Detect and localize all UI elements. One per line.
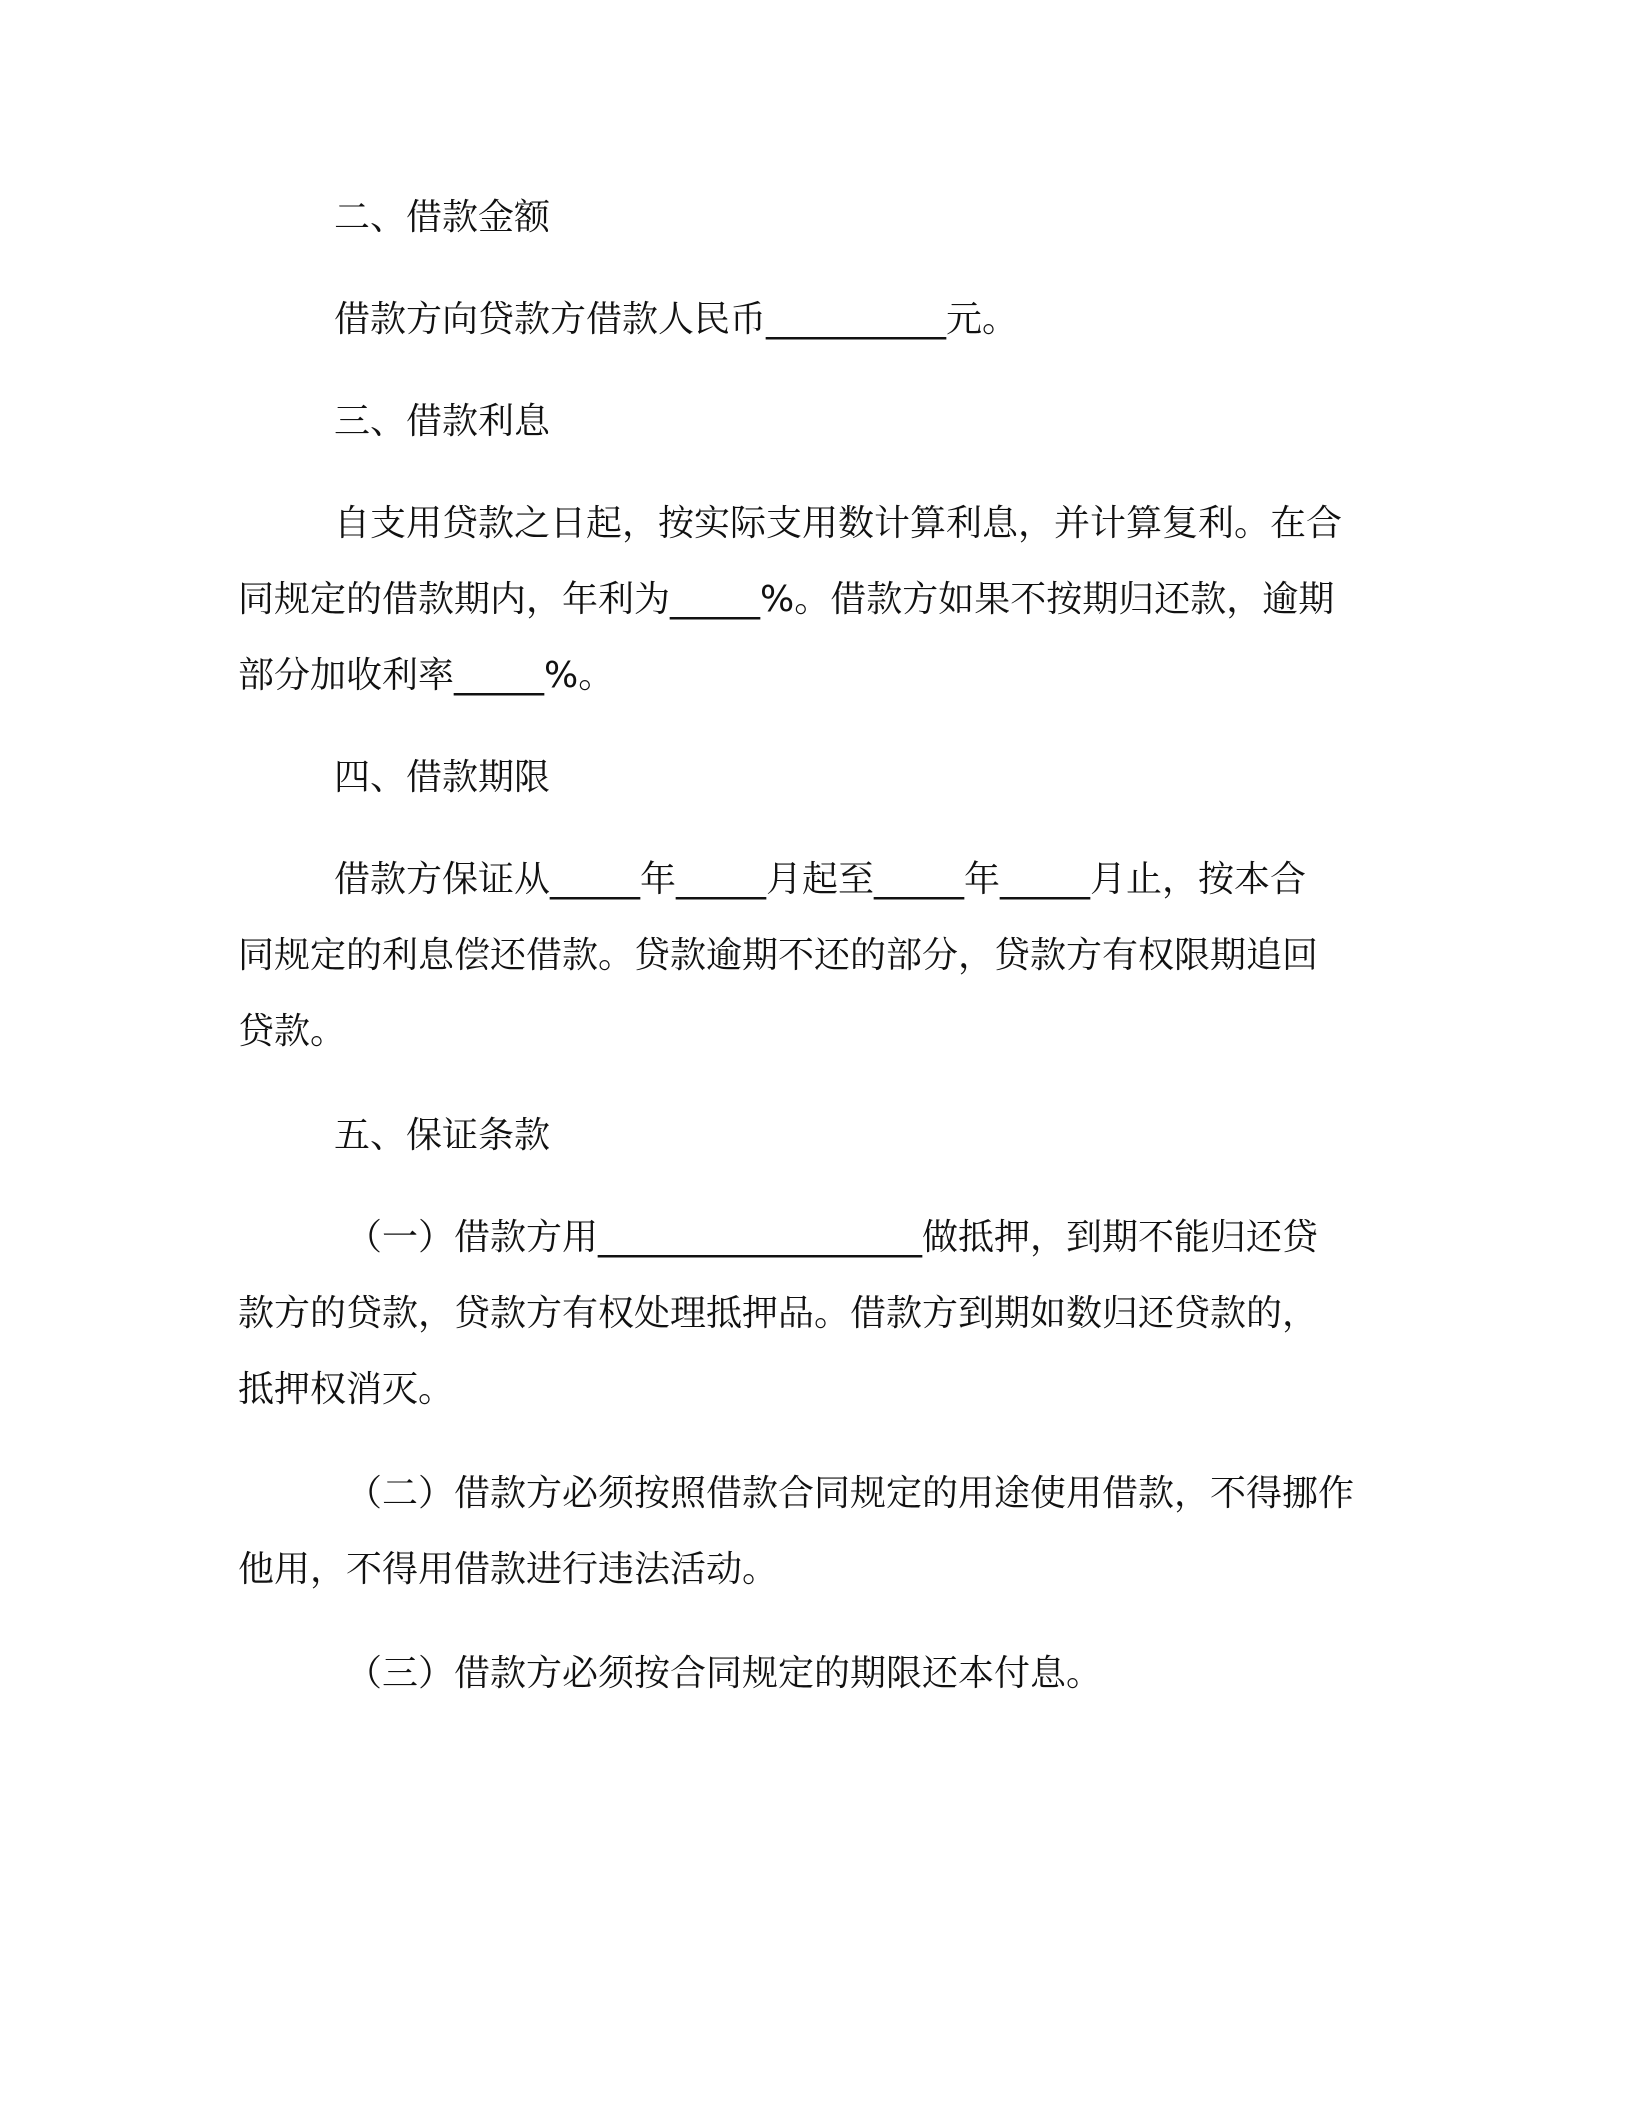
- guarantee-item-2-line: （二）借款方必须按照借款合同规定的用途使用借款，不得挪作: [346, 1473, 1355, 1514]
- term-paragraph-line: 借款方保证从_____年_____月起至_____年_____月止，按本合: [334, 859, 1307, 900]
- section-heading-loan-amount: 二、借款金额: [334, 197, 551, 238]
- section-heading-loan-interest: 三、借款利息: [334, 401, 551, 442]
- loan-amount-paragraph-line: 借款方向贷款方借款人民币__________元。: [334, 299, 1019, 340]
- term-paragraph-line: 贷款。: [238, 1011, 347, 1052]
- guarantee-item-1-line: 抵押权消灭。: [238, 1369, 455, 1410]
- section-heading-guarantee-terms: 五、保证条款: [334, 1115, 551, 1156]
- guarantee-item-1-line: 款方的贷款，贷款方有权处理抵押品。借款方到期如数归还贷款的，: [238, 1293, 1319, 1334]
- interest-paragraph-line: 部分加收利率_____%。: [238, 655, 615, 696]
- term-paragraph-line: 同规定的利息偿还借款。贷款逾期不还的部分，贷款方有权限期追回: [238, 935, 1319, 976]
- interest-paragraph-line: 自支用贷款之日起，按实际支用数计算利息，并计算复利。在合: [334, 503, 1343, 544]
- guarantee-item-1-line: （一）借款方用__________________做抵押，到期不能归还贷: [346, 1217, 1319, 1258]
- section-heading-loan-term: 四、借款期限: [334, 757, 551, 798]
- guarantee-item-2-line: 他用，不得用借款进行违法活动。: [238, 1549, 779, 1590]
- interest-paragraph-line: 同规定的借款期内，年利为_____%。借款方如果不按期归还款，逾期: [238, 579, 1335, 620]
- guarantee-item-3-line: （三）借款方必须按合同规定的期限还本付息。: [346, 1653, 1103, 1694]
